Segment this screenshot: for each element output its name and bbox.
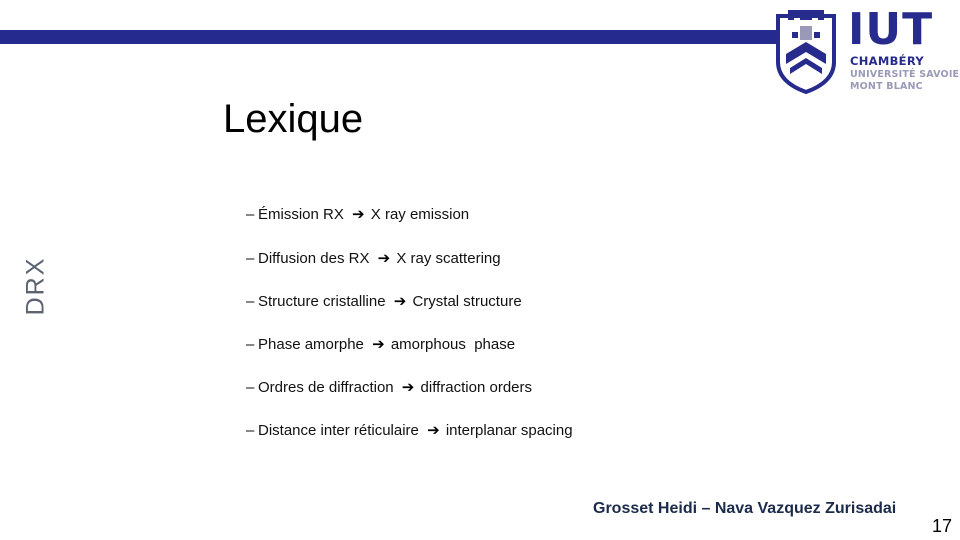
page-number: 17: [932, 516, 953, 536]
authors-footer: Grosset Heidi – Nava Vazquez Zurisadai: [593, 500, 897, 517]
term-french: Distance inter réticulaire: [258, 422, 419, 439]
logo-iut-text: IUT: [848, 4, 934, 55]
term-english: X ray emission: [370, 206, 470, 223]
term-french: Phase amorphe: [258, 336, 364, 353]
term-english: amorphous phase: [390, 336, 516, 353]
term-french: Diffusion des RX: [258, 250, 370, 267]
bullet: –: [246, 250, 255, 267]
list-item: [246, 293, 522, 311]
term-french: Structure cristalline: [258, 293, 386, 310]
logo-montblanc-text: MONT BLANC: [850, 81, 923, 92]
term-french: Ordres de diffraction: [258, 379, 394, 396]
list-item: [246, 250, 501, 268]
term-english: interplanar spacing: [445, 422, 573, 439]
right-arrow-icon: ➔: [393, 293, 407, 310]
right-arrow-icon: ➔: [401, 379, 415, 396]
logo-chambery-text: CHAMBÉRY: [850, 54, 924, 68]
term-english: X ray scattering: [396, 250, 501, 267]
bullet: –: [246, 379, 255, 396]
slide-title: Lexique: [223, 96, 364, 141]
bullet: –: [246, 422, 255, 439]
section-side-label: DRX: [21, 256, 50, 316]
bullet: –: [246, 336, 255, 353]
term-english: diffraction orders: [420, 379, 532, 396]
bullet: –: [246, 206, 255, 223]
list-item: [246, 336, 515, 354]
bullet: –: [246, 293, 255, 310]
term-french: Émission RX: [258, 206, 344, 223]
list-item: [246, 206, 469, 224]
right-arrow-icon: ➔: [352, 206, 365, 223]
list-item: [246, 379, 532, 397]
term-english: Crystal structure: [412, 293, 522, 310]
iut-logo: [770, 2, 960, 98]
shield-logo-icon: [770, 2, 842, 94]
right-arrow-icon: ➔: [427, 422, 440, 439]
right-arrow-icon: ➔: [377, 250, 391, 267]
right-arrow-icon: ➔: [372, 336, 385, 353]
logo-university-text: UNIVERSITÉ SAVOIE: [850, 69, 960, 80]
header-bar: [0, 30, 780, 44]
list-item: [246, 422, 573, 440]
